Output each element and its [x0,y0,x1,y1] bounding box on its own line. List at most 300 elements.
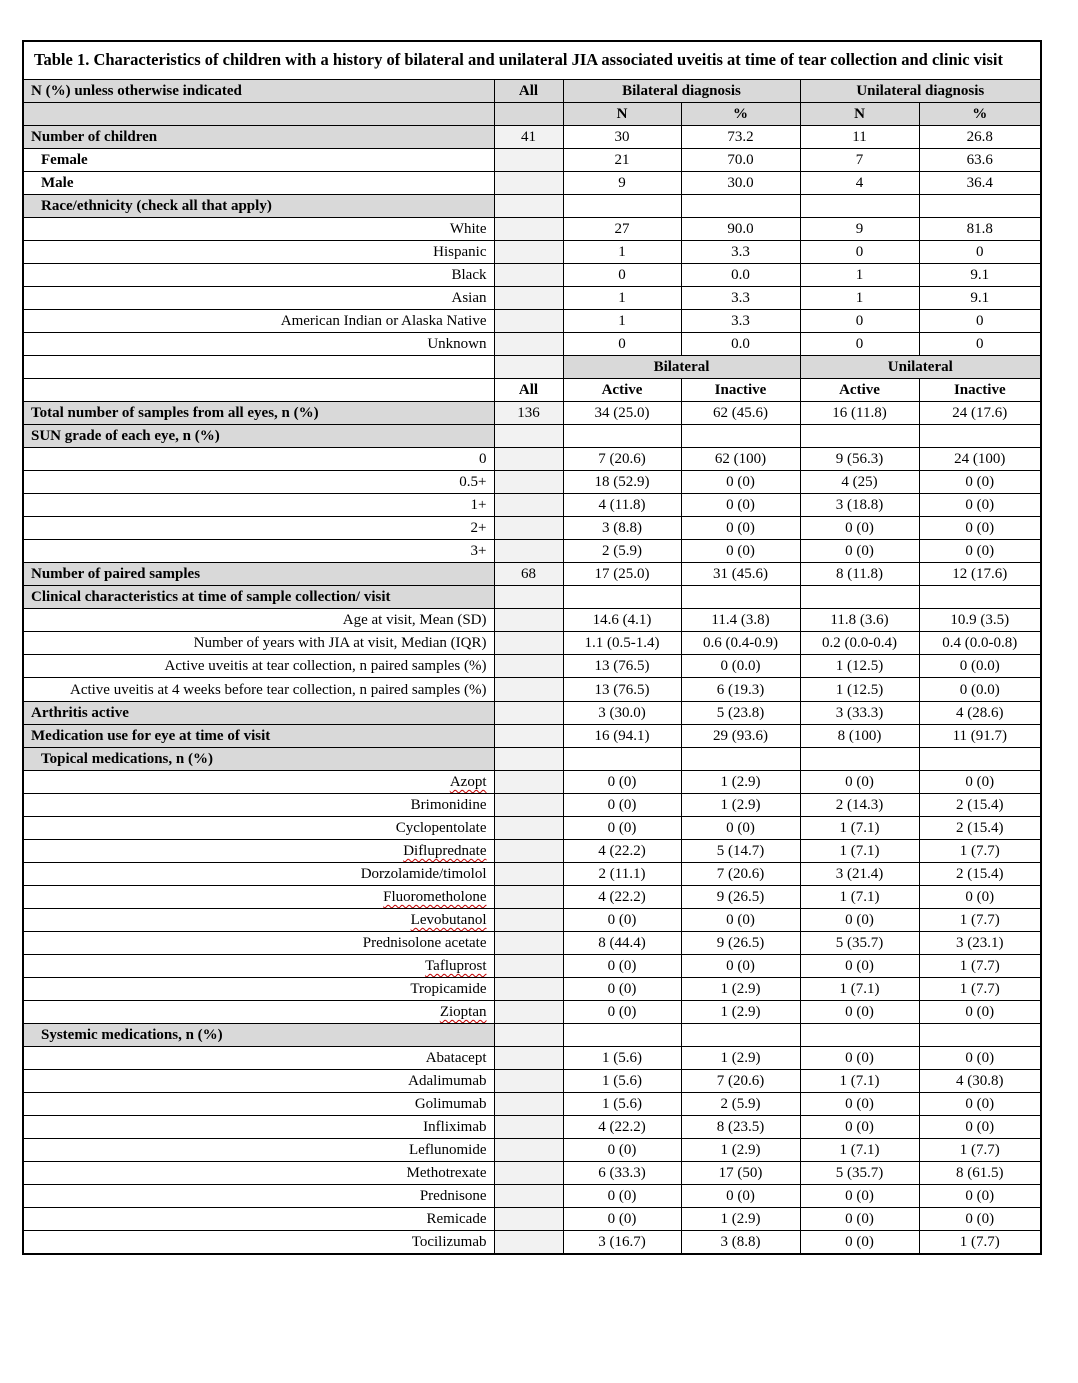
value-cell [681,748,800,771]
row-label: Number of years with JIA at visit, Median (IQR) [23,632,494,655]
section-label: Number of paired samples [23,563,494,586]
value-cell: 1 [563,310,681,333]
value-cell: 0 (0) [800,955,919,978]
row-label: 3+ [23,540,494,563]
section-label: Systemic medications, n (%) [23,1024,494,1047]
value-cell: 34 (25.0) [563,402,681,425]
value-cell: 0 (0) [563,1208,681,1231]
value-cell: 13 (76.5) [563,678,681,702]
table-row [23,172,1041,195]
value-cell: 8 (11.8) [800,563,919,586]
value-cell: 3 (18.8) [800,494,919,517]
all-cell [494,448,563,471]
value-cell: 0 (0.0) [681,655,800,678]
value-cell [800,586,919,609]
all-cell [494,725,563,748]
value-cell: 0 (0) [681,955,800,978]
all-cell [494,1139,563,1162]
value-cell: 3 (16.7) [563,1231,681,1255]
value-cell: 2 (15.4) [919,863,1041,886]
table-row [23,1185,1041,1208]
value-cell: 0 (0) [800,1093,919,1116]
value-cell: 0 (0) [919,517,1041,540]
value-cell: 2 (5.9) [563,540,681,563]
value-cell: 1 (5.6) [563,1070,681,1093]
table-row [23,425,1041,448]
value-cell: 27 [563,218,681,241]
value-cell: 17 (25.0) [563,563,681,586]
value-cell: 3 (30.0) [563,702,681,725]
table-row [23,448,1041,471]
row-label: Asian [23,287,494,310]
value-cell: 3 (33.3) [800,702,919,725]
row-label: Active uveitis at 4 weeks before tear collection, n paired samples (%) [23,678,494,702]
value-cell: 11.4 (3.8) [681,609,800,632]
misspelled-word: Fluorometholone [383,889,487,905]
table-title: Table 1. Characteristics of children with a history of bilateral and unilateral JIA associated uveitis at time of tear collection and clinic visit [23,41,1041,80]
value-cell: 0 (0) [800,1208,919,1231]
value-cell: 4 (28.6) [919,702,1041,725]
table-row [23,126,1041,149]
all-cell [494,586,563,609]
header-all: All [494,80,563,103]
value-cell: 73.2 [681,126,800,149]
value-cell: 0 (0) [681,494,800,517]
all-cell [494,655,563,678]
value-cell: 7 (20.6) [681,863,800,886]
value-cell [919,586,1041,609]
value-cell: 1 (2.9) [681,1001,800,1024]
value-cell [800,425,919,448]
section-label: Topical medications, n (%) [23,748,494,771]
value-cell: 8 (61.5) [919,1162,1041,1185]
value-cell [681,195,800,218]
row-label: American Indian or Alaska Native [23,310,494,333]
all-cell [494,1116,563,1139]
misspelled-word: Levobutanol [410,912,487,928]
table-row [23,678,1041,702]
value-cell: 0 (0) [919,771,1041,794]
table-row [23,1093,1041,1116]
value-cell: 1 [800,287,919,310]
header-n-unilateral: N [800,103,919,126]
value-cell: 1 (7.1) [800,886,919,909]
value-cell: 0 (0) [800,909,919,932]
all-cell [494,195,563,218]
value-cell: 0 (0) [681,517,800,540]
value-cell: 9 [800,218,919,241]
all-cell [494,471,563,494]
value-cell [800,748,919,771]
all-cell [494,241,563,264]
table-row [23,932,1041,955]
header-blank [23,103,494,126]
header-blank [494,103,563,126]
value-cell: 31 (45.6) [681,563,800,586]
value-cell: 30.0 [681,172,800,195]
value-cell: 18 (52.9) [563,471,681,494]
value-cell: 0 (0) [563,1139,681,1162]
table-row [23,494,1041,517]
value-cell: 16 (11.8) [800,402,919,425]
value-cell: 9.1 [919,264,1041,287]
row-label: 0.5+ [23,471,494,494]
value-cell: 0 (0) [800,1047,919,1070]
characteristics-table [22,40,1042,1255]
value-cell: 11 (91.7) [919,725,1041,748]
all-cell [494,1093,563,1116]
table-row [23,702,1041,725]
table-row [23,978,1041,1001]
value-cell: 12 (17.6) [919,563,1041,586]
row-label: 2+ [23,517,494,540]
all-cell [494,794,563,817]
all-cell [494,333,563,356]
value-cell: 0.6 (0.4-0.9) [681,632,800,655]
value-cell: 1 (7.7) [919,978,1041,1001]
value-cell: 1.1 (0.5-1.4) [563,632,681,655]
table-row [23,402,1041,425]
value-cell: 0 (0) [800,1001,919,1024]
row-label: Adalimumab [23,1070,494,1093]
value-cell: 6 (19.3) [681,678,800,702]
header-pct-unilateral: % [919,103,1041,126]
value-cell: 90.0 [681,218,800,241]
value-cell: 0 (0) [919,494,1041,517]
value-cell [681,425,800,448]
row-label [23,840,494,863]
value-cell: 1 (7.7) [919,909,1041,932]
table-row [23,241,1041,264]
value-cell: 1 [563,241,681,264]
all-cell [494,840,563,863]
group-header-bilateral: Bilateral [563,356,800,379]
value-cell: 1 (7.1) [800,978,919,1001]
value-cell: 0 (0) [800,517,919,540]
table-row [23,1116,1041,1139]
table-row [23,471,1041,494]
value-cell [919,1024,1041,1047]
value-cell: 63.6 [919,149,1041,172]
value-cell: 17 (50) [681,1162,800,1185]
column-header-inactive: Inactive [681,379,800,402]
value-cell: 1 (7.7) [919,1231,1041,1255]
row-label: Leflunomide [23,1139,494,1162]
value-cell: 0 (0.0) [919,678,1041,702]
table-row [23,632,1041,655]
all-cell [494,1208,563,1231]
header-label: N (%) unless otherwise indicated [23,80,494,103]
section-label: Race/ethnicity (check all that apply) [23,195,494,218]
value-cell: 9 [563,172,681,195]
value-cell: 1 (12.5) [800,655,919,678]
value-cell: 1 (2.9) [681,1139,800,1162]
all-cell [494,748,563,771]
section-label: Number of children [23,126,494,149]
table-row [23,333,1041,356]
all-cell [494,1231,563,1255]
value-cell: 0 (0) [563,1185,681,1208]
value-cell: 62 (45.6) [681,402,800,425]
row-label: Remicade [23,1208,494,1231]
value-cell: 2 (15.4) [919,817,1041,840]
row-label [23,955,494,978]
row-label: Golimumab [23,1093,494,1116]
value-cell: 0.4 (0.0-0.8) [919,632,1041,655]
value-cell: 6 (33.3) [563,1162,681,1185]
value-cell: 9 (26.5) [681,886,800,909]
value-cell: 0 [563,333,681,356]
table-row [23,794,1041,817]
table-row [23,909,1041,932]
value-cell: 0 [919,310,1041,333]
table-row [23,1231,1041,1255]
all-cell: 68 [494,563,563,586]
header-n-bilateral: N [563,103,681,126]
value-cell: 11.8 (3.6) [800,609,919,632]
table-row [23,356,1041,379]
title-row [23,41,1041,80]
value-cell: 1 (5.6) [563,1093,681,1116]
table-row [23,195,1041,218]
value-cell: 0.0 [681,264,800,287]
all-cell [494,425,563,448]
table-row [23,771,1041,794]
misspelled-word: Azopt [449,774,487,790]
all-cell [494,310,563,333]
value-cell: 1 (12.5) [800,678,919,702]
all-cell [494,1070,563,1093]
all-cell [494,886,563,909]
value-cell: 70.0 [681,149,800,172]
row-label: Dorzolamide/timolol [23,863,494,886]
table-row [23,1070,1041,1093]
value-cell: 14.6 (4.1) [563,609,681,632]
value-cell: 2 (11.1) [563,863,681,886]
value-cell: 30 [563,126,681,149]
value-cell: 4 (22.2) [563,886,681,909]
misspelled-word: Zioptan [439,1004,487,1020]
value-cell [563,748,681,771]
row-label: Brimonidine [23,794,494,817]
table-row [23,609,1041,632]
section-label: SUN grade of each eye, n (%) [23,425,494,448]
row-label [23,909,494,932]
value-cell: 26.8 [919,126,1041,149]
table-row [23,1162,1041,1185]
value-cell: 0 [800,310,919,333]
value-cell: 0 (0) [919,1093,1041,1116]
value-cell [800,195,919,218]
table-row [23,817,1041,840]
row-label: 1+ [23,494,494,517]
table-row [23,563,1041,586]
misspelled-word: Difluprednate [403,843,487,859]
value-cell: 1 (7.1) [800,1070,919,1093]
value-cell: 0 (0) [681,1185,800,1208]
value-cell: 3.3 [681,241,800,264]
value-cell: 0 (0) [563,955,681,978]
value-cell [563,195,681,218]
value-cell: 0 [919,241,1041,264]
row-label: Infliximab [23,1116,494,1139]
value-cell: 3.3 [681,310,800,333]
all-cell [494,356,563,379]
row-label: Male [23,172,494,195]
value-cell [681,1024,800,1047]
table-row [23,886,1041,909]
blank-cell [23,379,494,402]
value-cell: 0 (0) [919,886,1041,909]
value-cell: 5 (35.7) [800,932,919,955]
value-cell: 1 (2.9) [681,1208,800,1231]
value-cell: 0 (0) [563,794,681,817]
all-cell [494,264,563,287]
all-header-cell: All [494,379,563,402]
table-row [23,1208,1041,1231]
value-cell [800,1024,919,1047]
value-cell: 1 (5.6) [563,1047,681,1070]
all-cell [494,1047,563,1070]
row-label: Black [23,264,494,287]
value-cell: 0 (0) [563,909,681,932]
value-cell: 0 (0) [800,1116,919,1139]
value-cell: 0 (0) [563,978,681,1001]
all-cell [494,1185,563,1208]
table-row [23,379,1041,402]
table-row [23,725,1041,748]
table-row [23,1139,1041,1162]
value-cell: 4 (25) [800,471,919,494]
row-label: Abatacept [23,1047,494,1070]
value-cell: 0 (0) [919,1116,1041,1139]
all-cell [494,540,563,563]
value-cell: 9.1 [919,287,1041,310]
row-label: 0 [23,448,494,471]
all-cell [494,1162,563,1185]
value-cell: 8 (44.4) [563,932,681,955]
row-label: Female [23,149,494,172]
row-label: Active uveitis at tear collection, n paired samples (%) [23,655,494,678]
value-cell: 5 (23.8) [681,702,800,725]
value-cell: 7 [800,149,919,172]
value-cell: 62 (100) [681,448,800,471]
value-cell: 0 (0) [681,471,800,494]
value-cell: 0 (0) [800,771,919,794]
value-cell: 1 (7.7) [919,840,1041,863]
value-cell: 4 (30.8) [919,1070,1041,1093]
value-cell: 0 (0) [800,1185,919,1208]
table-row [23,517,1041,540]
value-cell: 3 (23.1) [919,932,1041,955]
value-cell: 16 (94.1) [563,725,681,748]
value-cell: 5 (35.7) [800,1162,919,1185]
value-cell [919,748,1041,771]
header-pct-bilateral: % [681,103,800,126]
all-cell [494,609,563,632]
value-cell: 3.3 [681,287,800,310]
row-label: White [23,218,494,241]
table-row [23,149,1041,172]
value-cell: 81.8 [919,218,1041,241]
all-cell [494,955,563,978]
value-cell: 0.0 [681,333,800,356]
value-cell: 0 (0) [800,540,919,563]
all-cell [494,517,563,540]
table-row [23,655,1041,678]
table-row [23,1047,1041,1070]
value-cell: 1 (7.7) [919,955,1041,978]
value-cell: 1 (2.9) [681,771,800,794]
row-label: Cyclopentolate [23,817,494,840]
value-cell [919,425,1041,448]
all-cell [494,978,563,1001]
value-cell: 0 (0) [563,817,681,840]
all-cell: 41 [494,126,563,149]
all-cell [494,702,563,725]
value-cell: 4 (22.2) [563,840,681,863]
value-cell: 0 (0) [563,1001,681,1024]
value-cell: 1 (2.9) [681,1047,800,1070]
value-cell: 21 [563,149,681,172]
value-cell: 36.4 [919,172,1041,195]
value-cell: 1 (2.9) [681,978,800,1001]
row-label: Prednisolone acetate [23,932,494,955]
value-cell: 3 (8.8) [681,1231,800,1255]
row-label: Tocilizumab [23,1231,494,1255]
section-label: Clinical characteristics at time of sample collection/ visit [23,586,494,609]
value-cell: 1 (7.7) [919,1139,1041,1162]
row-label: Tropicamide [23,978,494,1001]
value-cell: 9 (56.3) [800,448,919,471]
value-cell: 0 [800,241,919,264]
value-cell: 0 (0) [919,1001,1041,1024]
header-bilateral-diagnosis: Bilateral diagnosis [563,80,800,103]
column-header-active: Active [563,379,681,402]
all-cell [494,863,563,886]
table-row [23,1024,1041,1047]
all-cell [494,632,563,655]
header-row-2 [23,103,1041,126]
row-label: Hispanic [23,241,494,264]
value-cell [681,586,800,609]
all-cell [494,817,563,840]
column-header-active: Active [800,379,919,402]
row-label: Unknown [23,333,494,356]
value-cell [563,586,681,609]
row-label [23,771,494,794]
table-row [23,218,1041,241]
table-row [23,287,1041,310]
value-cell: 10.9 (3.5) [919,609,1041,632]
section-label: Medication use for eye at time of visit [23,725,494,748]
table-row [23,955,1041,978]
value-cell: 3 (21.4) [800,863,919,886]
value-cell: 24 (100) [919,448,1041,471]
value-cell: 0 (0.0) [919,655,1041,678]
all-cell [494,678,563,702]
all-cell [494,149,563,172]
value-cell: 0 (0) [919,1185,1041,1208]
value-cell: 5 (14.7) [681,840,800,863]
table-row [23,264,1041,287]
header-unilateral-diagnosis: Unilateral diagnosis [800,80,1041,103]
value-cell: 1 (7.1) [800,840,919,863]
row-label: Methotrexate [23,1162,494,1185]
value-cell: 1 [800,264,919,287]
value-cell: 24 (17.6) [919,402,1041,425]
value-cell: 1 (7.1) [800,817,919,840]
